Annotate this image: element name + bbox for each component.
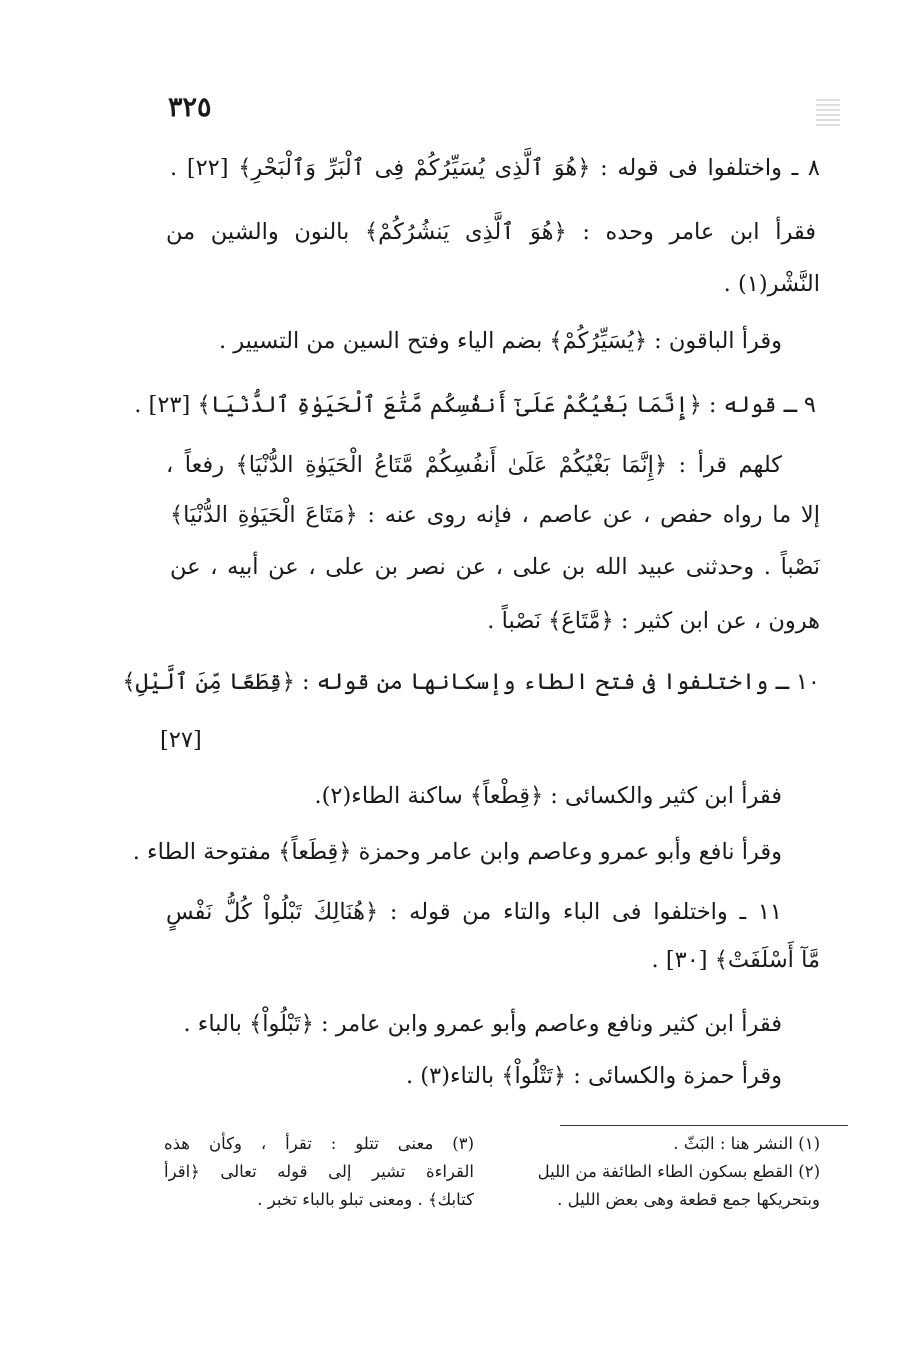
body-line: كلهم قرأ : ﴿إِنَّمَا بَغْيُكُمْ عَلَىٰ أَنفُسِكُمْ مَّتَاعُ الْحَيَوٰةِ الدُّنْيَا﴾ رفعاً ، <box>166 452 782 478</box>
footnote-line: (١) النشر هنا : البَثّ . <box>673 1134 820 1153</box>
body-line: مَّآ أَسْلَفَتْ﴾ [٣٠] . <box>651 947 820 973</box>
body-line: فقرأ ابن كثير ونافع وعاصم وأبو عمرو وابن عامر : ﴿تَبْلُواْ﴾ بالباء . <box>183 1011 782 1037</box>
body-line: هرون ، عن ابن كثير : ﴿مَّتَاعَ﴾ نَصْباً . <box>487 608 820 634</box>
footnote-line: (٢) القطع بسكون الطاء الطائفة من الليل <box>537 1162 820 1181</box>
body-line: وقرأ نافع وأبو عمرو وعاصم وابن عامر وحمزة ﴿قِطَعاً﴾ مفتوحة الطاء . <box>132 839 782 865</box>
footnotes-left-column <box>164 1130 474 1214</box>
body-line: فقرأ ابن كثير والكسائى : ﴿قِطْعاً﴾ ساكنة الطاء(٢). <box>314 783 782 809</box>
footnote-line: القراءة تشير إلى قوله تعالى ﴿اقرأ <box>164 1162 474 1181</box>
footnote-line: كتابك﴾ . ومعنى تبلو بالباء تخبر . <box>257 1190 474 1209</box>
body-line: النَّشْر(١) . <box>723 271 820 297</box>
body-line: إلا ما رواه حفص ، عن عاصم ، فإنه روى عنه : ﴿مَتَاعَ الْحَيَوٰةِ الدُّنْيَا﴾ <box>170 502 820 528</box>
body-line: وقرأ حمزة والكسائى : ﴿تَتْلُواْ﴾ بالتاء(٣) . <box>406 1063 782 1089</box>
page-number: ٣٢٥ <box>168 92 212 123</box>
body-line: ٩ ـ قوله : ﴿إِنَّمَا بَغْيُكُمْ عَلَىٰٓ أَنفُسِكُم مَّتَٰعَ ٱلْحَيَوٰةِ ٱلدُّنْيَا﴾ [٢٣] . <box>134 392 816 418</box>
body-line: فقرأ ابن عامر وحده : ﴿هُوَ ٱلَّذِى يَنشُرُكُمْ﴾ بالنون والشين من <box>166 219 816 245</box>
body-line: نَصْباً . وحدثنى عبيد الله بن على ، عن نصر بن على ، عن أبيه ، عن <box>170 554 820 580</box>
body-line: وقرأ الباقون : ﴿يُسَيِّرُكُمْ﴾ بضم الياء وفتح السين من التسيير . <box>218 328 782 354</box>
footnote-line: وبتحريكها جمع قطعة وهى بعض الليل . <box>557 1190 820 1209</box>
footnote-separator <box>560 1125 848 1126</box>
body-line: ٨ ـ واختلفوا فى قوله : ﴿هُوَ ٱلَّذِى يُسَيِّرُكُمْ فِى ٱلْبَرِّ وَٱلْبَحْرِ﴾ [٢٢] . <box>170 155 820 181</box>
verse-number: [٢٧] <box>160 727 202 753</box>
footnotes-right-column <box>490 1130 820 1214</box>
footnote-line: (٣) معنى تتلو : تقرأ ، وكأن هذه <box>164 1134 474 1153</box>
body-line: ١٠ ـ واختلفوا فى فتح الطاء وإسكانها من قوله : ﴿قِطَعًا مِّنَ ٱلَّيْلِ﴾ <box>122 669 820 695</box>
body-line: ١١ ـ واختلفوا فى الباء والتاء من قوله : ﴿هُنَالِكَ تَبْلُواْ كُلُّ نَفْسٍ <box>166 899 782 925</box>
corner-stamp-mark <box>816 96 840 126</box>
